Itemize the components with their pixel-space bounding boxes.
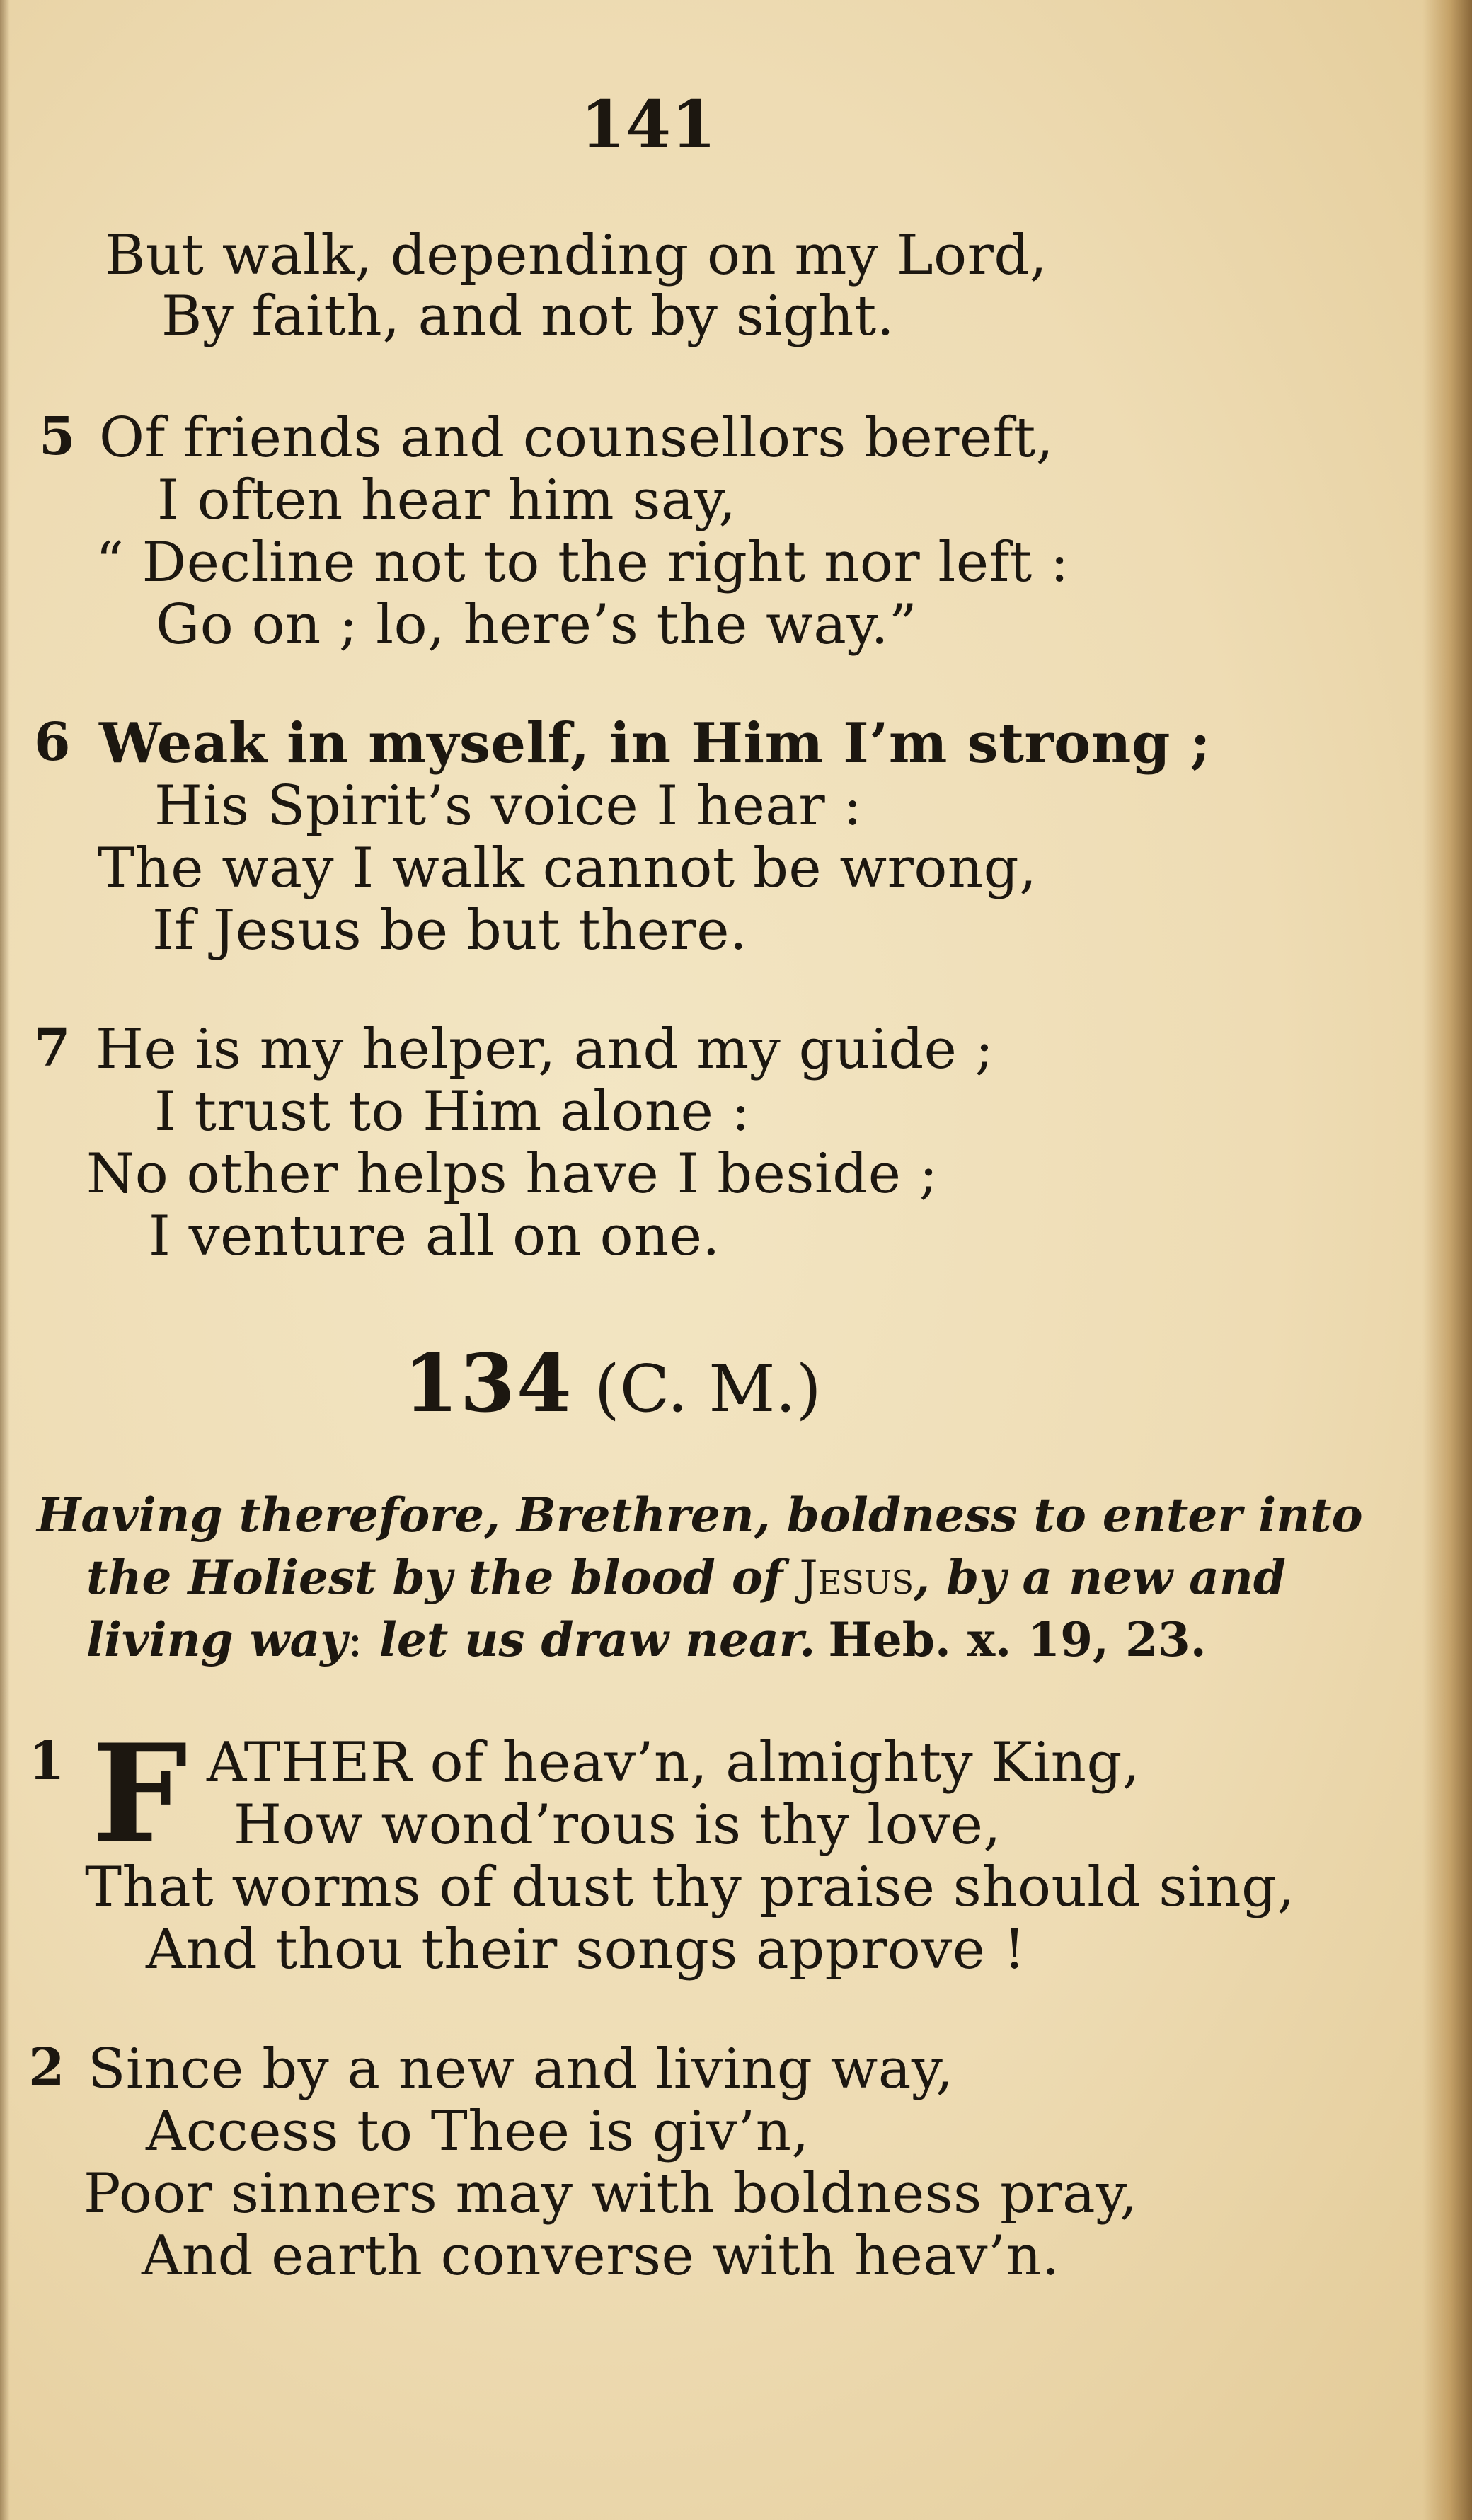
epigraph-line (86, 1612, 1207, 1667)
verse-line: And earth converse with heav’n. (142, 2224, 1060, 2288)
page-right-edge (1422, 0, 1472, 2520)
page-number: 141 (580, 86, 717, 163)
verse-line: The way I walk cannot be wrong, (98, 836, 1037, 900)
verse-line: I venture all on one. (149, 1204, 720, 1268)
verse-line: I often hear him say, (157, 468, 737, 532)
verse-line: By faith, and not by sight. (161, 284, 895, 348)
verse-line: If Jesus be but there. (152, 899, 748, 962)
epigraph-text: living way (86, 1612, 347, 1667)
stanza-number: 5 (39, 406, 76, 467)
epigraph-line (86, 1550, 1286, 1605)
epigraph-text: the Holiest by the blood of (86, 1550, 783, 1605)
verse-line: Since by a new and living way, (88, 2037, 954, 2101)
page-left-edge (0, 0, 10, 2520)
hymn-meter: (C. M.) (594, 1351, 822, 1427)
verse-line: Go on ; lo, here’s the way.” (156, 593, 918, 657)
epigraph-name: Jesus (799, 1550, 914, 1605)
verse-line: How wond’rous is thy love, (234, 1793, 1001, 1857)
verse-line: But walk, depending on my Lord, (105, 224, 1048, 287)
verse-line: That worms of dust thy praise should sing, (85, 1856, 1295, 1919)
stanza-number: 1 (28, 1731, 65, 1792)
verse-line: Weak in myself, in Him I’m strong ; (99, 711, 1211, 776)
epigraph-line: Having therefore, Brethren, boldness to enter into (37, 1488, 1363, 1543)
verse-line: “ Decline not to the right nor left : (96, 531, 1069, 594)
epigraph-text: let us draw near. (362, 1612, 816, 1667)
verse-line: Poor sinners may with boldness pray, (84, 2162, 1138, 2226)
epigraph-text: , by a new and (914, 1550, 1286, 1605)
stanza-number: 7 (34, 1018, 71, 1078)
scripture-reference: Heb. x. 19, 23. (828, 1612, 1207, 1667)
epigraph-text: : (347, 1613, 363, 1667)
hymn-heading (403, 1337, 822, 1430)
drop-cap: F (92, 1715, 188, 1872)
stanza-number: 2 (28, 2037, 65, 2098)
verse-line: He is my helper, and my guide ; (96, 1018, 994, 1081)
hymn-number: 134 (403, 1337, 573, 1430)
verse-line: His Spirit’s voice I hear : (154, 774, 863, 838)
verse-line: ATHER of heav’n, almighty King, (207, 1731, 1141, 1795)
verse-line: Of friends and counsellors bereft, (99, 406, 1054, 470)
verse-line: No other helps have I beside ; (86, 1142, 938, 1206)
verse-line: I trust to Him alone : (154, 1080, 751, 1144)
verse-line: Access to Thee is giv’n, (146, 2100, 810, 2163)
stanza-number: 6 (34, 712, 71, 773)
verse-line: And thou their songs approve ! (146, 1918, 1026, 1981)
